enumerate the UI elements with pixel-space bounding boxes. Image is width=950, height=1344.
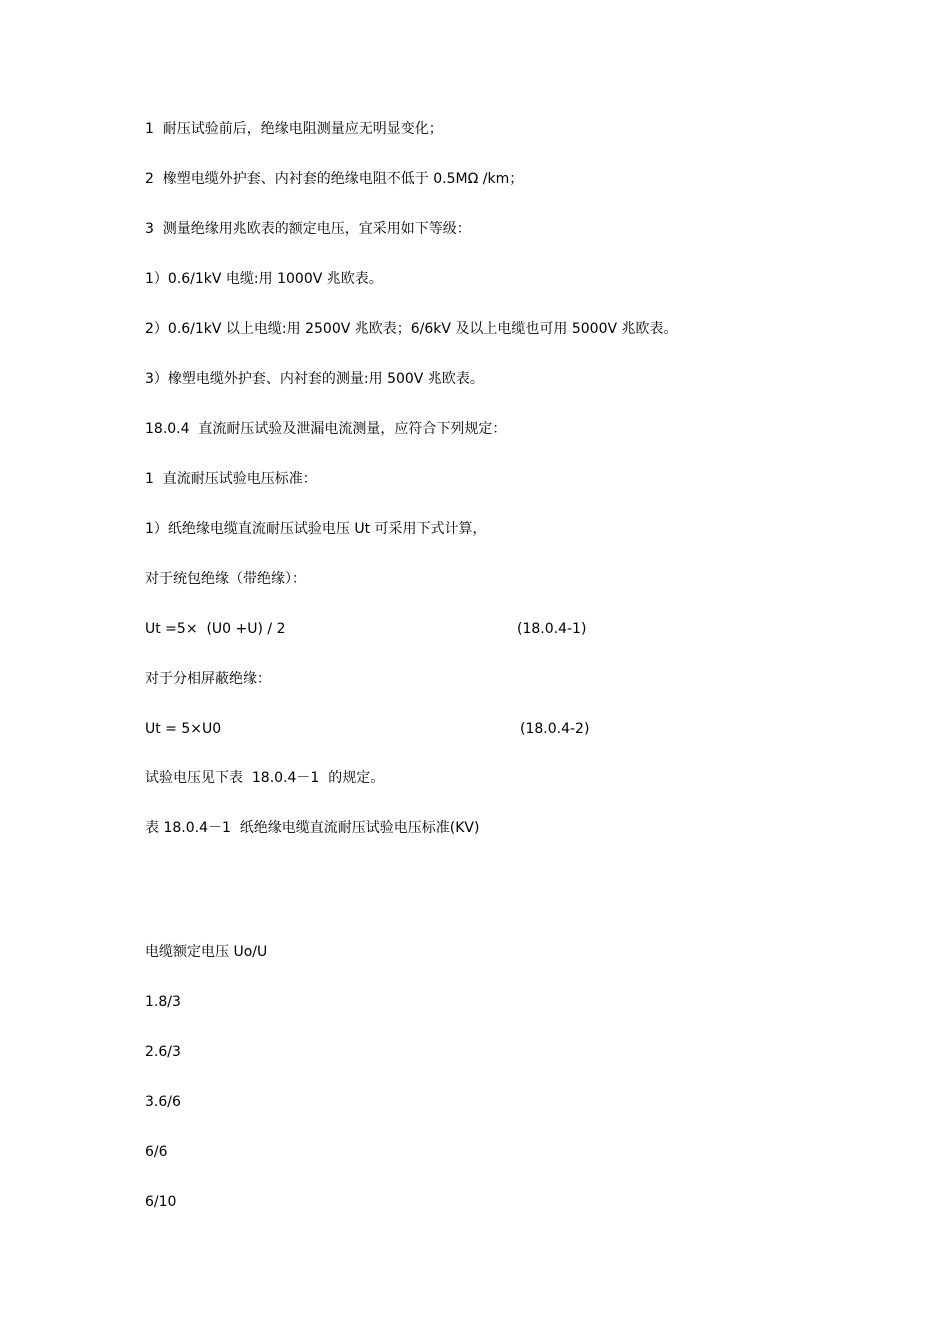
paragraph-9: 1）纸绝缘电缆直流耐压试验电压 Ut 可采用下式计算， [145,521,487,537]
equation-2-formula: Ut = 5×U0 [145,721,222,737]
equation-2-number: (18.0.4-2) [520,721,590,737]
section-heading-18-0-4: 18.0.4 直流耐压试验及泄漏电流测量，应符合下列规定： [145,421,507,437]
table-row: 6/6 [145,1144,168,1160]
equation-1-formula: Ut =5× (U0 +U) / 2 [145,621,286,637]
table-row: 1.8/3 [145,994,181,1010]
paragraph-2: 2 橡塑电缆外护套、内衬套的绝缘电阻不低于 0.5MΩ /km； [145,171,524,187]
table-row: 2.6/3 [145,1044,181,1060]
equation-1-number: (18.0.4-1) [517,621,587,637]
paragraph-8: 1 直流耐压试验电压标准： [145,471,317,487]
paragraph-4: 1）0.6/1kV 电缆:用 1000V 兆欧表。 [145,271,383,287]
paragraph-3: 3 测量绝缘用兆欧表的额定电压，宜采用如下等级： [145,221,471,237]
table-row: 3.6/6 [145,1094,181,1110]
paragraph-10: 对于统包绝缘（带绝缘）： [145,571,306,587]
table-reference-text: 试验电压见下表 18.0.4－1 的规定。 [145,770,385,786]
paragraph-5: 2）0.6/1kV 以上电缆:用 2500V 兆欧表；6/6kV 及以上电缆也可用 5000V 兆欧表。 [145,321,678,337]
mid-text: 对于分相屏蔽绝缘： [145,671,271,687]
table-header: 电缆额定电压 Uo/U [145,944,268,960]
paragraph-6: 3）橡塑电缆外护套、内衬套的测量:用 500V 兆欧表。 [145,371,484,387]
paragraph-1: 1 耐压试验前后，绝缘电阻测量应无明显变化； [145,121,443,137]
table-row: 6/10 [145,1194,177,1210]
table-caption: 表 18.0.4－1 纸绝缘电缆直流耐压试验电压标准(KV) [145,820,480,836]
